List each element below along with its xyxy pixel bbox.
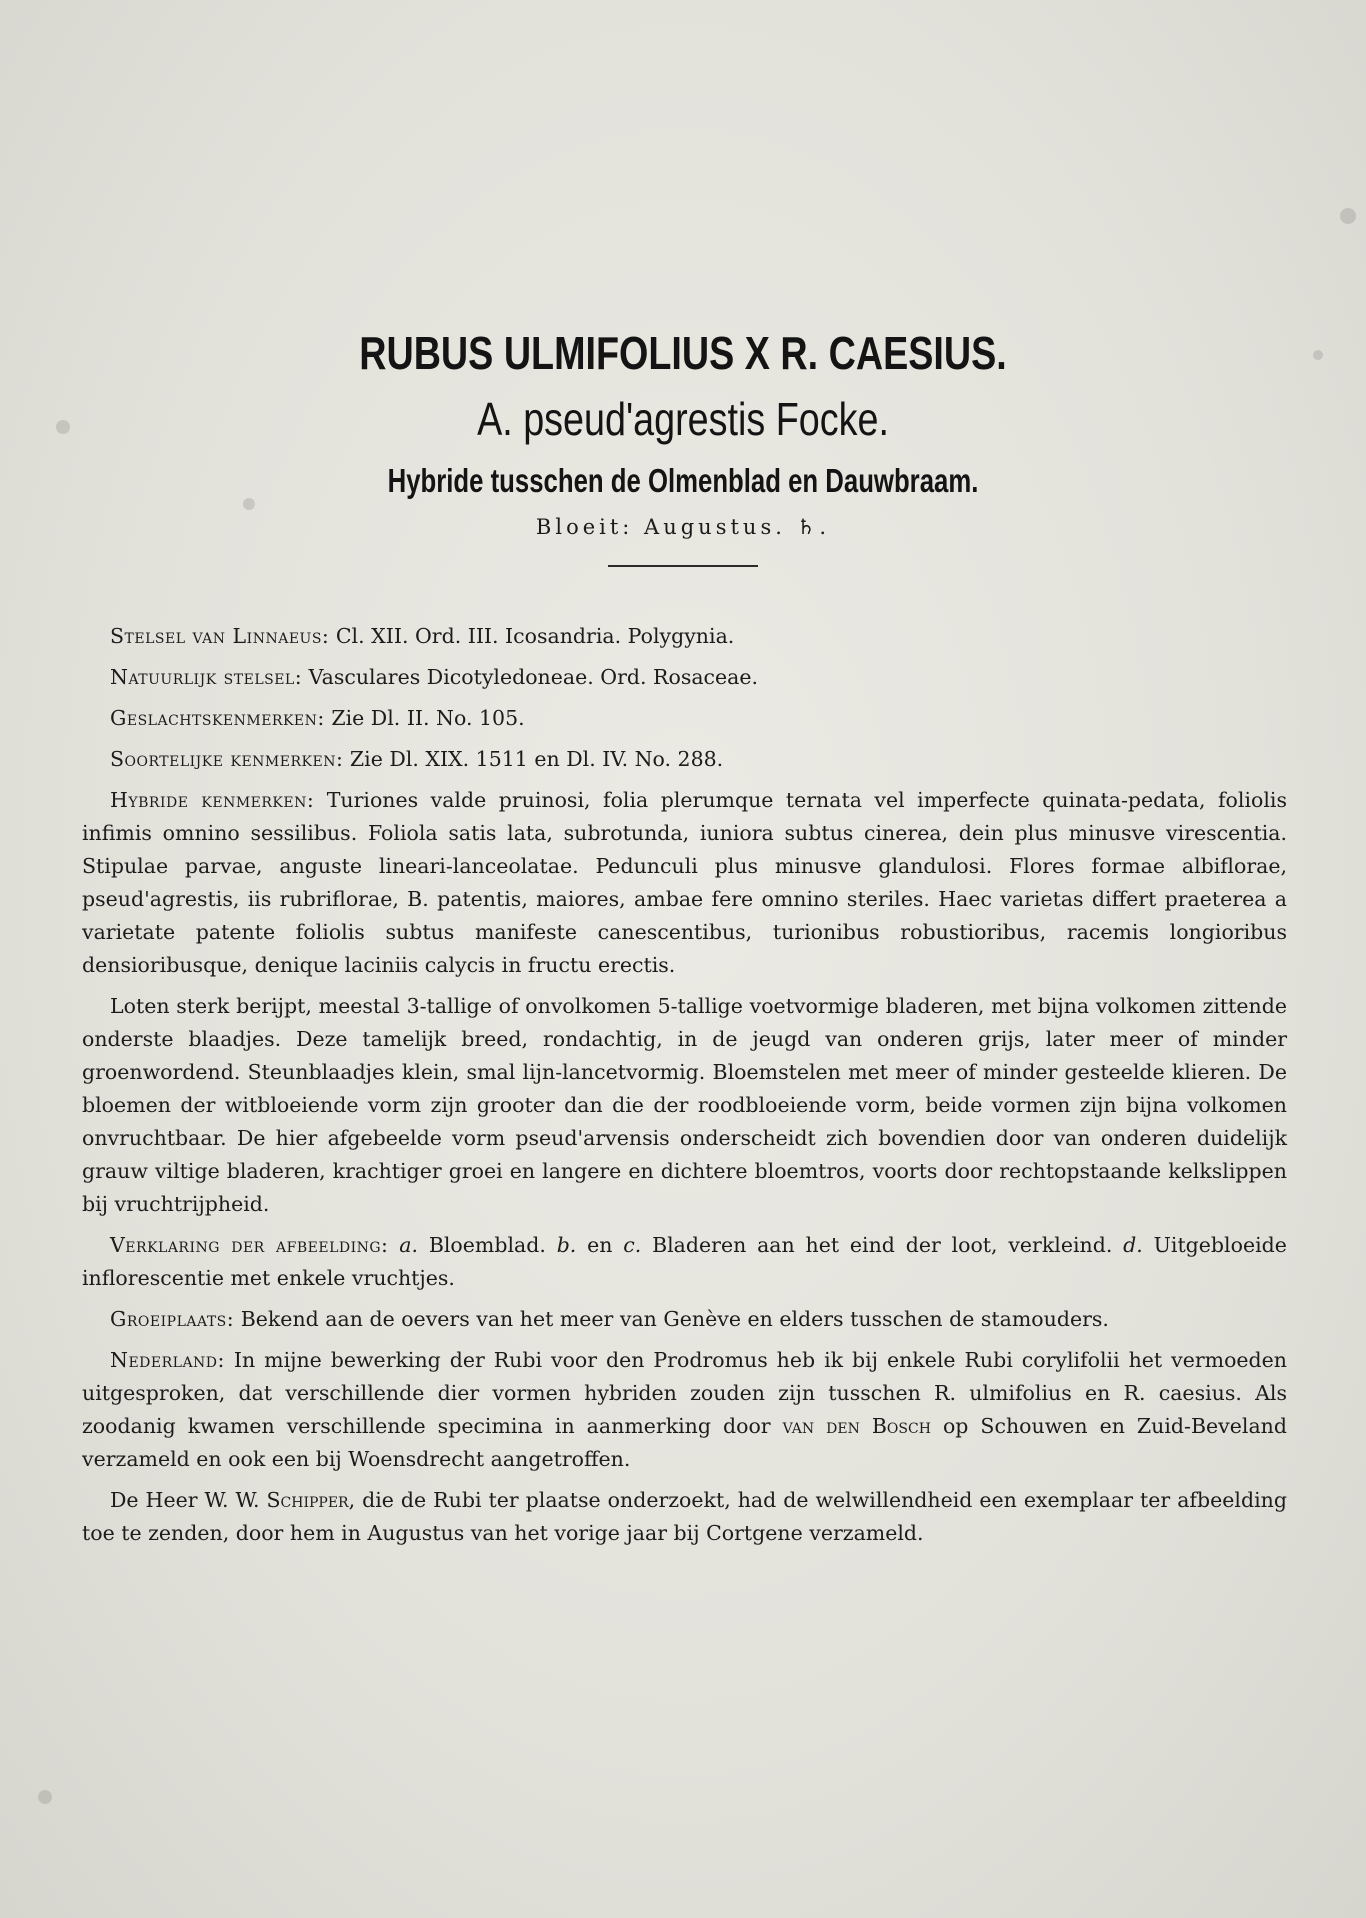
figure-key-a: a. [399, 1233, 419, 1257]
title-divider [608, 565, 758, 567]
section-text: De Heer W. W. [110, 1488, 260, 1512]
section-label: Soortelijke kenmerken: [110, 747, 344, 771]
section-text: Zie Dl. XIX. 1511 en Dl. IV. No. 288. [349, 747, 724, 771]
section-label: Hybride kenmerken: [110, 788, 315, 812]
section-text: Loten sterk berijpt, meestal 3-tallige of onvolkomen 5-tallige voetvormige bladeren, met bijna volkomen zittende onderste blaadjes. Deze tamelijk breed, rondachtig, in de jeugd van onderen grijs, later meer of minder groenwordend. Steunblaadjes klein, smal lijn-lancetvormig. Bloemstelen met meer of minder gesteelde klieren. De bloemen der witbloeiende vorm zijn grooter dan die der roodbloeiende vorm, beide vormen zijn bijna volkomen onvruchtbaar. De hier afgebeelde vorm pseud'arvensis onderscheidt zich bovendien door van onderen duidelijk grauw viltige bladeren, krachtiger groei en langere en dichtere bloemtros, voorts door rechtopstaande kelkslippen bij vruchtrijpheid. [82, 994, 1287, 1216]
habitat [82, 1303, 1287, 1336]
figure-conjunction: en [587, 1233, 613, 1257]
section-text: In mijne bewerking der Rubi voor den Prodromus heb ik bij enkele Rubi corylifolii het vermoeden uitgesproken, dat verschillende dier vormen hybriden zouden zijn tusschen R. ulmifolius en R. caesius. Als zoodanig kwamen verschillende specimina in aanmerking door [82, 1348, 1287, 1438]
section-label: Verklaring der afbeelding: [110, 1233, 389, 1257]
person-name: van den Bosch [782, 1414, 931, 1438]
paper-spot [1340, 208, 1356, 224]
section-text: op Schouwen en Zuid-Beveland verzameld en ook een bij Woensdrecht aangetroffen. [82, 1414, 1287, 1471]
section-text: Cl. XII. Ord. III. Icosandria. Polygynia. [335, 624, 735, 648]
natural-system [82, 661, 1287, 694]
species-title: RUBUS ULMIFOLIUS X R. CAESIUS. [359, 327, 1007, 379]
genus-characteristics [82, 702, 1287, 735]
netherlands-occurrence [82, 1344, 1287, 1476]
figure-key-c: c. [623, 1233, 642, 1257]
figure-explanation [82, 1229, 1287, 1295]
section-label: Natuurlijk stelsel: [110, 665, 303, 689]
section-label: Nederland: [110, 1348, 225, 1372]
figure-key-b: b. [556, 1233, 577, 1257]
figure-text-a: Bloemblad. [428, 1233, 546, 1257]
species-characteristics [82, 743, 1287, 776]
linnaeus-system [82, 620, 1287, 653]
person-name: Schipper, [266, 1488, 356, 1512]
section-label: Geslachtskenmerken: [110, 706, 325, 730]
figure-key-d: d. [1123, 1233, 1143, 1257]
dutch-name: Hybride tusschen de Olmenblad en Dauwbraam. [387, 462, 979, 499]
dutch-description [82, 990, 1287, 1221]
document-body [82, 620, 1287, 1558]
section-label: Groeiplaats: [110, 1307, 235, 1331]
section-text: die de Rubi ter plaatse onderzoekt, had de welwillendheid een exemplaar ter afbeelding toe te zenden, door hem in Augustus van het vorige jaar bij Cortgene verzameld. [82, 1488, 1287, 1545]
figure-text-bc: Bladeren aan het eind der loot, verkleind. [652, 1233, 1113, 1257]
section-text: Bekend aan de oevers van het meer van Genève en elders tusschen de stamouders. [240, 1307, 1109, 1331]
section-text: Vasculares Dicotyledoneae. Ord. Rosaceae. [308, 665, 759, 689]
section-label: Stelsel van Linnaeus: [110, 624, 330, 648]
hybrid-characteristics [82, 784, 1287, 982]
section-text: Turiones valde pruinosi, folia plerumque ternata vel imperfecte quinata-pedata, foliolis infimis omnino sessilibus. Foliola satis lata, subrotunda, iuniora subtus cinerea, dein plus minusve virescentia. Stipulae parvae, anguste lineari-lanceolatae. Pedunculi plus minusve glandulosi. Flores formae albiflorae, pseud'agrestis, iis rubriflorae, B. patentis, maiores, ambae fere omnino steriles. Haec varietas differt praeterea a varietate patente foliolis subtus manifeste canescentibus, turionibus robustioribus, racemis longioribus densioribusque, denique laciniis calycis in fructu erectis. [82, 788, 1287, 977]
variety-title: A. pseud'agrestis Focke. [477, 393, 889, 445]
document-header [0, 327, 1366, 567]
section-text: Zie Dl. II. No. 105. [331, 706, 525, 730]
flowering-time: Bloeit: Augustus. ♄. [535, 515, 831, 539]
paper-spot [38, 1790, 52, 1804]
figure-text-d: Uitgebloeide inflorescentie met enkele vruchtjes. [82, 1233, 1287, 1290]
collector-note [82, 1484, 1287, 1550]
